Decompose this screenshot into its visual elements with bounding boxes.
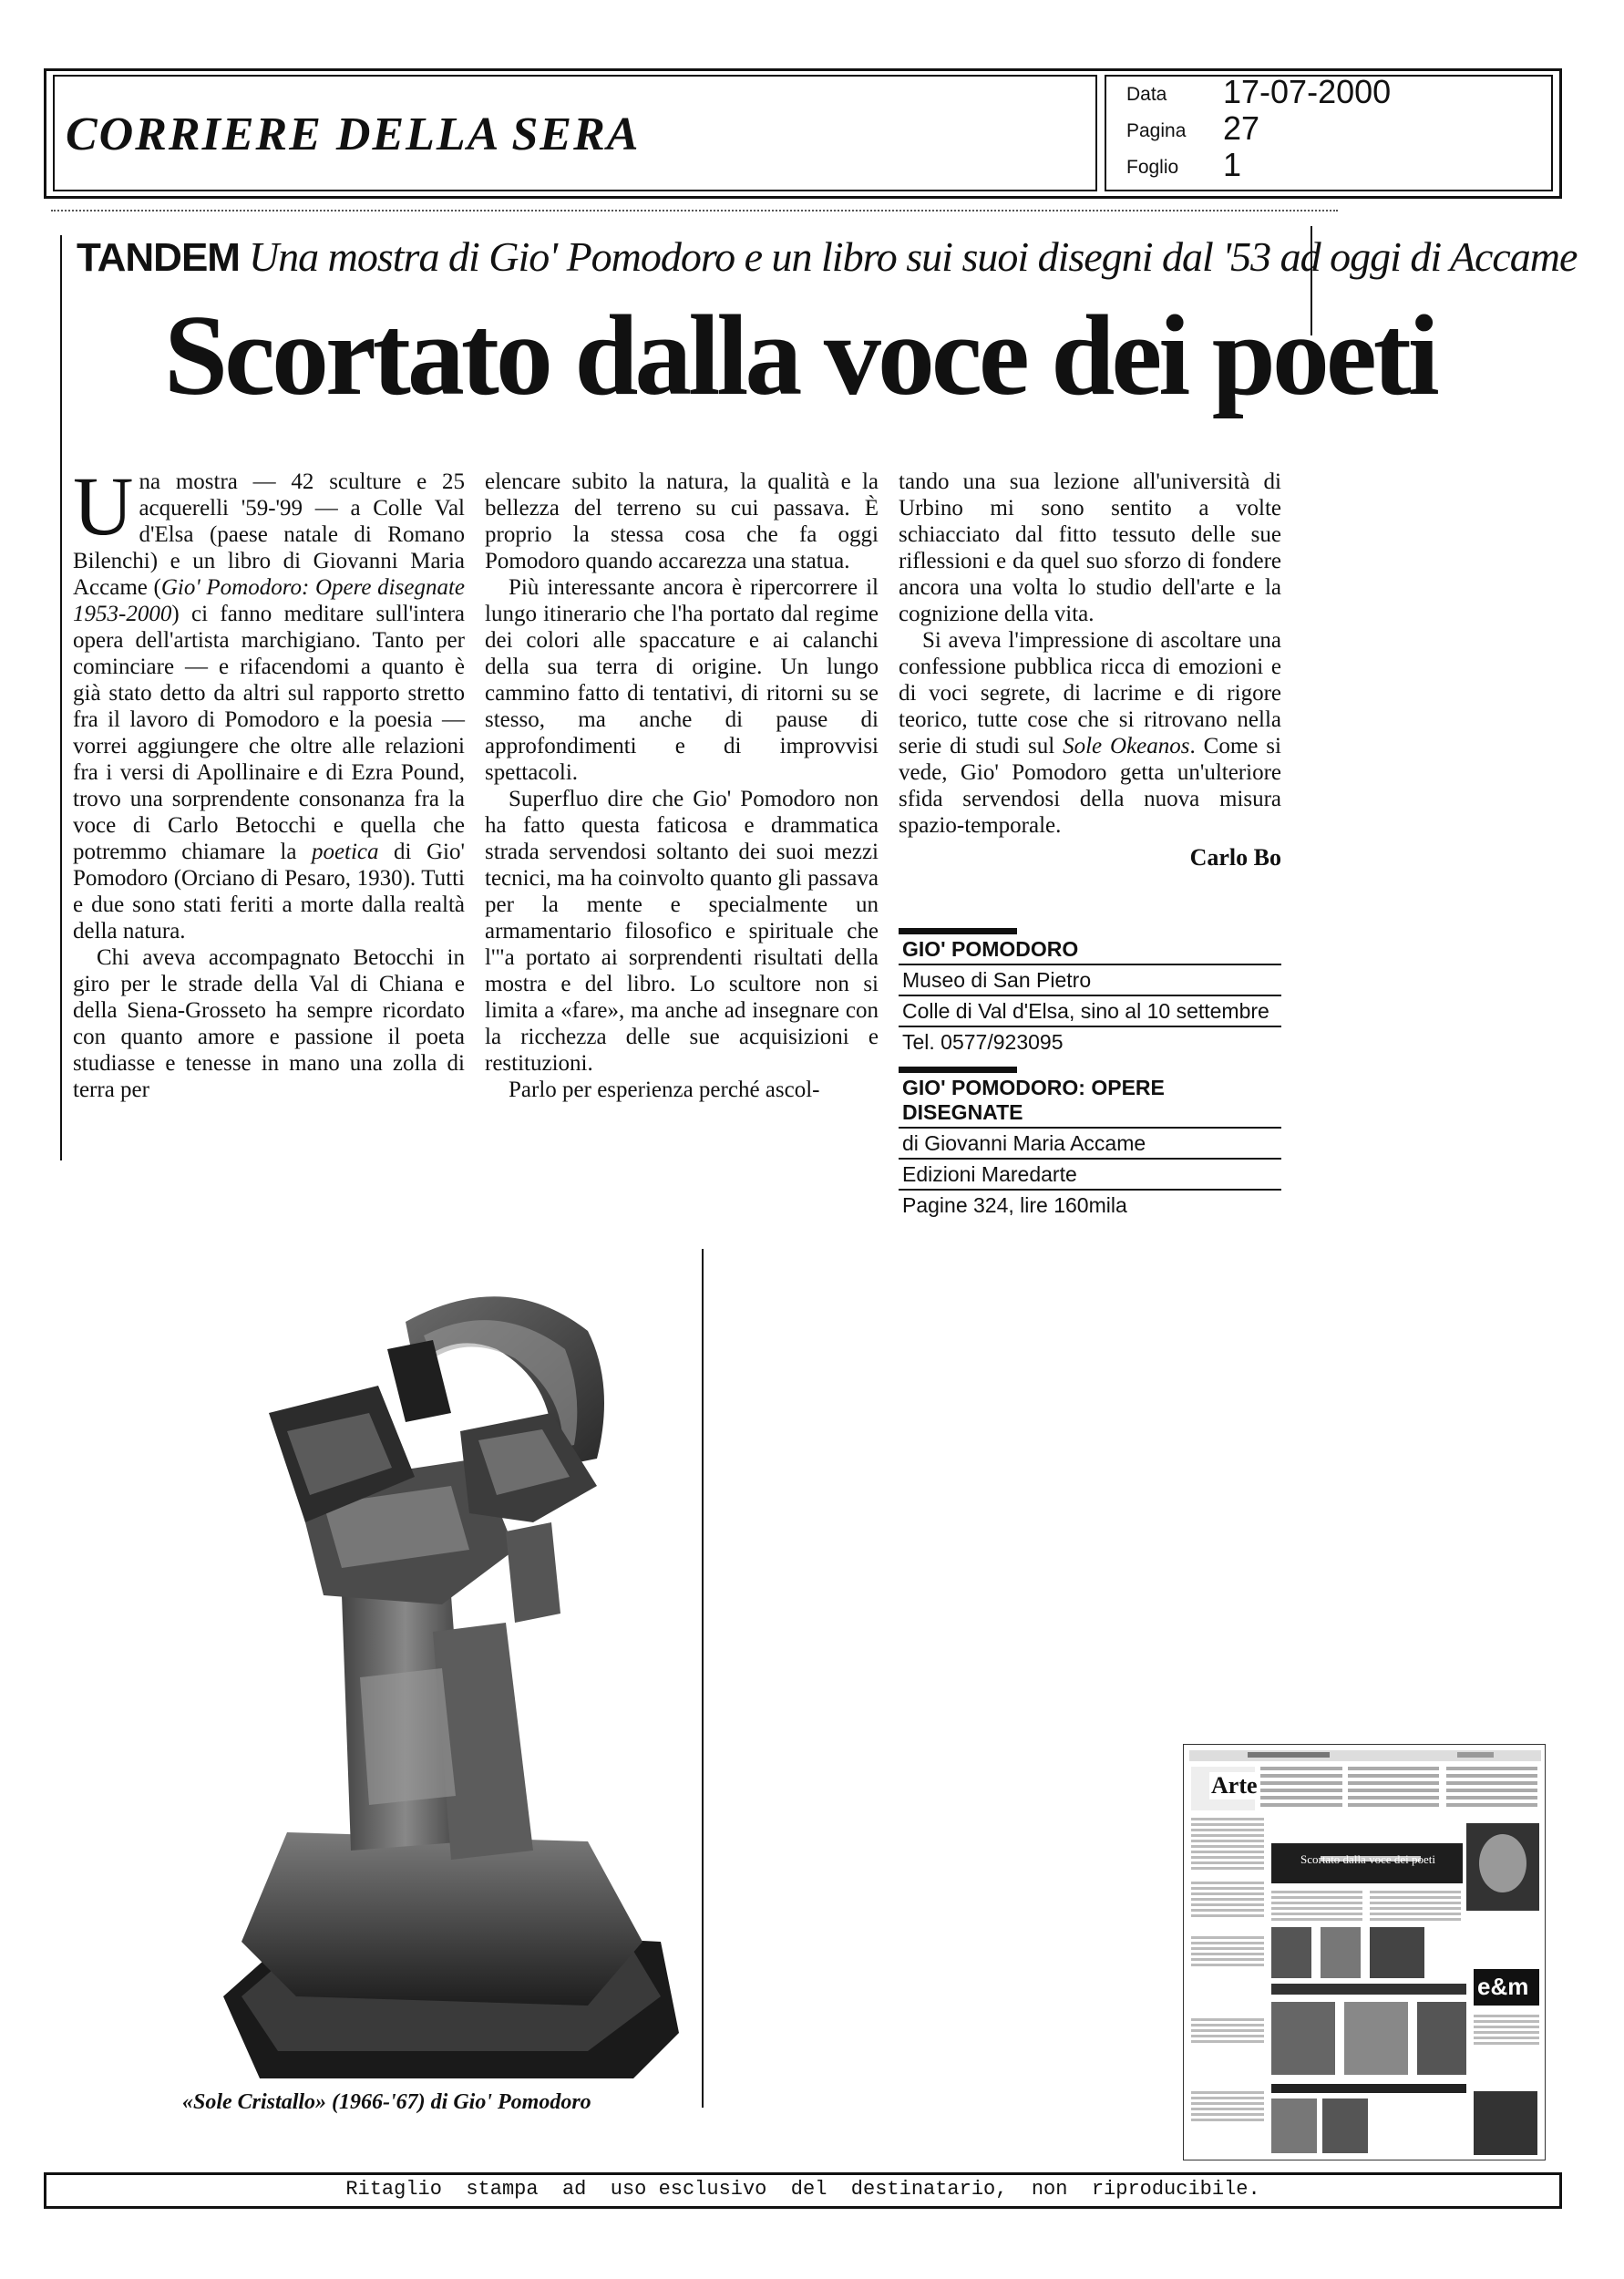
series-title: Sole Okeanos [1063, 734, 1190, 758]
article-column-1 [73, 459, 466, 1103]
exhibition-title: GIO' POMODORO [899, 934, 1281, 965]
footer-notice: Ritaglio stampa ad uso esclusivo del destinatario, non riproducibile. [44, 2172, 1562, 2209]
paragraph: tando una sua lezione all'università di Urbino mi sono sentito a volte schiacciato dal fitto tessuto delle sue riflessioni e da quel suo sforzo di fondere ancora una volta lo studio dell'arte e la cognizione della vita. [899, 469, 1281, 626]
paragraph: Chi aveva accompagnato Betocchi in giro per le strade della Val di Chiana e della Siena-Grosseto ha sempre ricordato con quanto amore e passione il poeta studiasse e tenesse in mano una zolla di terra per [73, 945, 465, 1102]
headline: Scortato dalla voce dei poeti [164, 293, 1436, 419]
kicker [77, 232, 1577, 281]
thumbnail-headline: Scortato dalla voce dei poeti [1300, 1852, 1435, 1866]
page-value: 27 [1223, 109, 1260, 147]
exhibition-place: Colle di Val d'Elsa, sino al 10 settembre [899, 996, 1281, 1027]
info-bar [899, 1067, 1017, 1073]
thumbnail-logo: e&m [1477, 1973, 1529, 2000]
kicker-text: Una mostra di Gio' Pomodoro e un libro sui suoi disegni dal '53 ad oggi di Accame [248, 233, 1578, 280]
article-column-3 [899, 469, 1281, 871]
paragraph: elencare subito la natura, la qualità e la bellezza del terreno su cui passava. È proprio la stessa cosa che fa oggi Pomodoro quando accarezza una statua. [485, 469, 879, 573]
sheet-label: Foglio [1126, 157, 1179, 178]
paragraph: Una mostra — 42 sculture e 25 acquerelli '59-'99 — a Colle Val d'Elsa (paese natale di Romano Bilenchi) e un libro di Giovanni Maria Accame (Gio' Pomodoro: Opere disegnate 1953-2000) ci fanno meditare sull'intera opera dell'artista marchigiano. Tanto per cominciare — e rifacendomi a quanto è già stato detto da altri sul rapporto stretto fra il lavoro di Pomodoro e la poesia — vorrei aggiungere che oltre alle relazioni fra i versi di Apollinaire e di Ezra Pound, trovo una sorprendente consonanza fra la voce di Carlo Betocchi e quella che potremmo chiamare la poetica di Gio' Pomodoro (Orciano di Pesaro, 1930). Tutti e due sono stati feriti a morte dalla realtà della natura. [73, 459, 466, 944]
date-label: Data [1126, 84, 1167, 105]
sheet-value: 1 [1223, 146, 1242, 183]
photo-rule [702, 1249, 704, 2108]
exhibition-phone: Tel. 0577/923095 [902, 1030, 1064, 1054]
exhibition-venue: Museo di San Pietro [899, 965, 1281, 996]
book-title: GIO' POMODORO: OPERE DISEGNATE [899, 1073, 1281, 1129]
book-info-box [899, 1067, 1281, 1220]
book-title: Gio' Pomodoro: Opere disegnate 1953-2000 [73, 575, 465, 626]
page-label: Pagina [1126, 120, 1187, 141]
article-column-2 [485, 469, 879, 1103]
sculpture-photo [205, 1249, 702, 2078]
info-bar [899, 928, 1017, 934]
photo-caption: «Sole Cristallo» (1966-'67) di Gio' Pomodoro [182, 2090, 591, 2114]
date-value: 17-07-2000 [1223, 73, 1392, 110]
page-thumbnail [1183, 1744, 1546, 2160]
left-rule [60, 235, 62, 1160]
page-thumbnail-image [1184, 1745, 1546, 2160]
thumbnail-section: Arte [1211, 1772, 1258, 1799]
book-details: Pagine 324, lire 160mila [902, 1193, 1127, 1217]
kicker-tag: TANDEM [77, 235, 240, 280]
paragraph: Superfluo dire che Gio' Pomodoro non ha fatto questa faticosa e drammatica strada servendosi soltanto dei suoi mezzi tecnici, ma ha coinvolto quanto gli passava per la mente e specialmente un armamentario filosofico e spirituale che l'"a portato ai sorprendenti risultati della mostra e del libro. Lo scultore non si limita a «fare», ma anche ad insegnare con la ricchezza delle sue acquisizioni e restituzioni. [485, 787, 879, 1076]
paragraph: Più interessante ancora è ripercorrere il lungo itinerario che l'ha portato dal regime dei colori alle spaccature e ai calanchi della sua terra di origine. Un lungo cammino fatto di tentativi, di ritorni su se stesso, ma anche di pause di approfondimenti e di improvvisi spettacoli. [485, 575, 879, 785]
top-rule [51, 210, 1338, 211]
newspaper-name: CORRIERE DELLA SERA [66, 108, 641, 160]
exhibition-info-box [899, 928, 1281, 1057]
byline: Carlo Bo [1189, 844, 1281, 871]
paragraph: Parlo per esperienza perché ascol- [509, 1078, 820, 1102]
drop-cap: U [73, 459, 134, 552]
paragraph: Si aveva l'impressione di ascoltare una confessione pubblica ricca di emozioni e di voci segrete, di lacrime e di rigore teorico, tutte cose che si ritrovano nella serie di studi sul Sole Okeanos. Come si vede, Gio' Pomodoro getta un'ulteriore sfida servendosi della nuova misura spazio-temporale. [899, 628, 1281, 838]
book-author: di Giovanni Maria Accame [899, 1129, 1281, 1160]
book-publisher: Edizioni Maredarte [899, 1160, 1281, 1191]
